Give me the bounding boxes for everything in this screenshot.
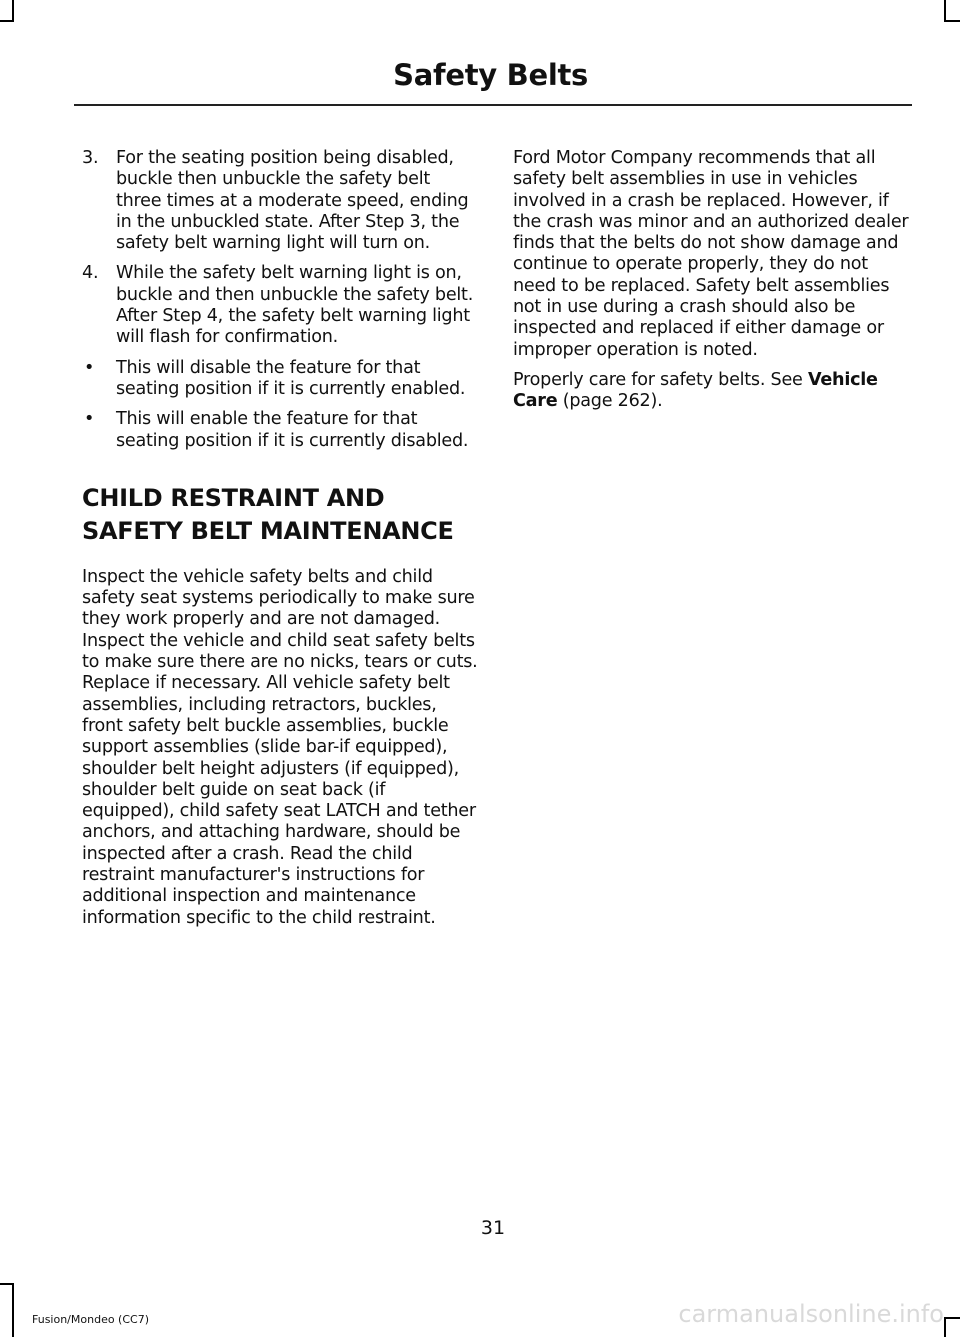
- right-column: [513, 148, 912, 422]
- page-number: 31: [480, 1217, 506, 1239]
- left-column: [82, 148, 478, 938]
- step-3: [82, 148, 478, 254]
- step-text: While the safety belt warning light is on, buckle and then unbuckle the safety belt. After Step 4, the safety belt warning light will flash for confirmation.: [116, 263, 474, 348]
- watermark: carmanualsonline.info: [678, 1300, 944, 1328]
- bullet-disable: [82, 358, 478, 401]
- heading-line-1: CHILD RESTRAINT AND: [82, 483, 385, 512]
- maintenance-heading: [82, 482, 478, 548]
- model-label: Fusion/Mondeo (CC7): [32, 1313, 150, 1326]
- crop-mark-top-right: [944, 0, 946, 20]
- step-4: [82, 263, 478, 348]
- crop-mark-bottom-left-h: [0, 1283, 14, 1285]
- crop-mark-top-left: [12, 0, 14, 20]
- step-number: 4.: [82, 263, 99, 284]
- section-title: Safety Belts: [393, 58, 588, 92]
- crop-mark-top-left-h: [0, 20, 14, 22]
- bullet-enable: [82, 409, 478, 452]
- care-text: Properly care for safety belts. See: [513, 369, 808, 390]
- crop-mark-bottom-right: [944, 1317, 946, 1337]
- recommendation-paragraph: Ford Motor Company recommends that all safety belt assemblies in use in vehicles involved in a crash be replaced. However, if the crash was minor and an authorized dealer finds that the belts do not show damage and continue to operate properly, they do not need to be replaced. Safety belt assemblies not in use during a crash should also be inspected and replaced if either damage or improper operation is noted.: [513, 148, 909, 360]
- step-number: 3.: [82, 148, 99, 168]
- header-rule: [74, 104, 912, 106]
- crop-mark-bottom-right-h: [944, 1317, 960, 1319]
- maintenance-paragraph: Inspect the vehicle safety belts and child safety seat systems periodically to make sure they work properly and are not damaged. Inspect the vehicle and child seat safety belts to make sure there are no nicks, tears or cuts. Replace if necessary. All vehicle safety belt assemblies, including retractors, buckles, front safety belt buckle assemblies, buckle support assemblies (slide bar-if equipped), shoulder belt height adjusters (if equipped), shoulder belt guide on seat back (if equipped), child safety seat LATCH and tether anchors, and attaching hardware, should be inspected after a crash. Read the child restraint manufacturer's instructions for additional inspection and maintenance information specific to the child restraint.: [82, 566, 478, 928]
- heading-line-2: SAFETY BELT MAINTENANCE: [82, 516, 454, 545]
- crop-mark-bottom-left: [12, 1283, 14, 1337]
- care-paragraph: [513, 370, 912, 413]
- bullet-marker: •: [84, 409, 95, 430]
- bullet-text: This will disable the feature for that seating position if it is currently enabled.: [116, 357, 466, 399]
- vehicle-care-link[interactable]: Vehicle Care: [513, 369, 878, 412]
- page-reference: (page 262).: [557, 391, 663, 412]
- step-text: For the seating position being disabled, buckle then unbuckle the safety belt three times at a moderate speed, ending in the unbuckled state. After Step 3, the safety belt warning light will turn on.: [116, 148, 469, 254]
- bullet-text: This will enable the feature for that seating position if it is currently disabled.: [116, 409, 469, 451]
- bullet-marker: •: [84, 357, 95, 378]
- crop-mark-top-right-h: [944, 20, 960, 22]
